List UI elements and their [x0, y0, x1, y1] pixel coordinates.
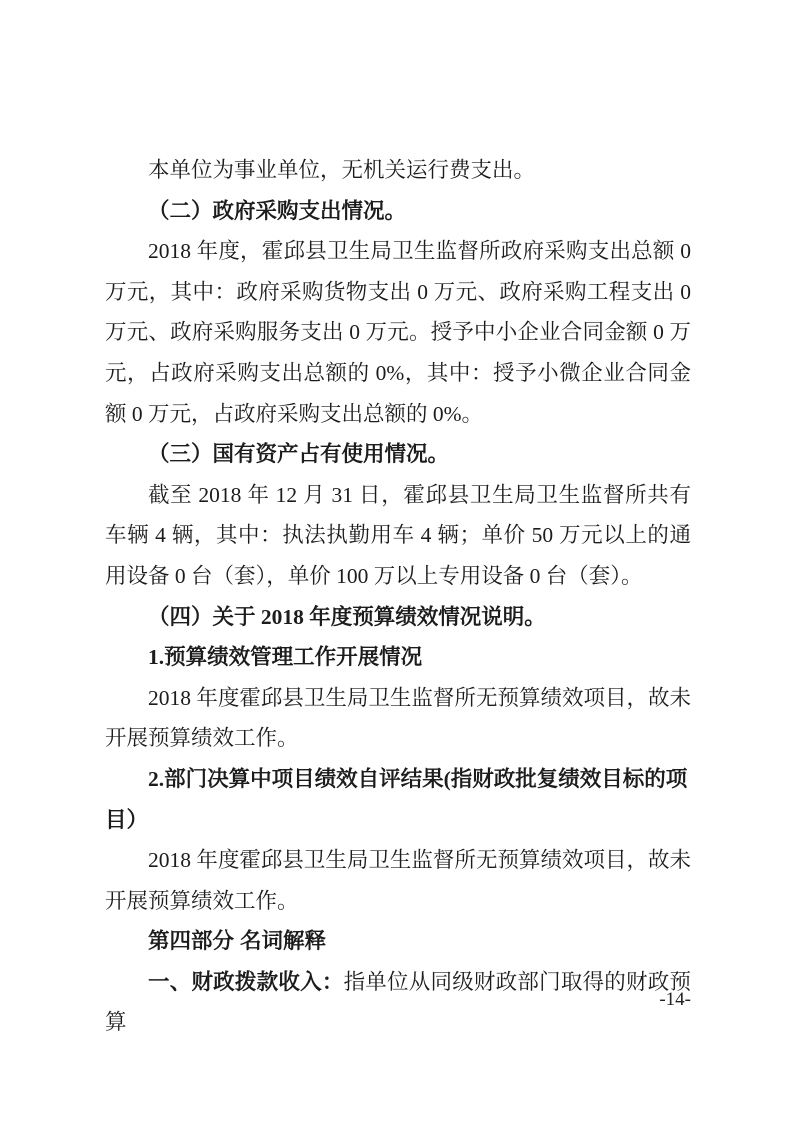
term-definition-text: 指单位从同级财政部门取得的财政预算 [105, 969, 691, 1035]
section-heading-state-assets: （三）国有资产占有使用情况。 [148, 442, 450, 467]
paragraph-self-evaluation: 2018 年度霍邱县卫生局卫生监督所无预算绩效项目，故未开展预算绩效工作。 [105, 848, 691, 913]
subheading-self-evaluation: 2.部门决算中项目绩效自评结果(指财政批复绩效目标的项目） [105, 766, 688, 832]
paragraph-state-assets: 截至 2018 年 12 月 31 日，霍邱县卫生局卫生监督所共有车辆 4 辆，其中：执法执勤用车 4 辆；单价 50 万元以上的通用设备 0 台（套），单价 100 万以上专用设备 0 台（套）。 [105, 482, 691, 588]
subheading-performance-management: 1.预算绩效管理工作开展情况 [148, 645, 423, 670]
paragraph-unit-note: 本单位为事业单位，无机关运行费支出。 [148, 158, 536, 182]
part-heading-glossary: 第四部分 名词解释 [148, 929, 326, 954]
page-number: -14- [659, 989, 691, 1010]
term-name: 一、财政拨款收入： [148, 969, 344, 994]
paragraph-gov-procurement: 2018 年度，霍邱县卫生局卫生监督所政府采购支出总额 0 万元，其中：政府采购货物支出 0 万元、政府采购工程支出 0 万元、政府采购服务支出 0 万元。授予中小企业合同金额 0 万元，占政府采购支出总额的 0%，其中：授予小微企业合同金额 0 万元，占政府采购支出总额的 0%。 [105, 239, 691, 426]
section-heading-budget-performance: （四）关于 2018 年度预算绩效情况说明。 [148, 604, 546, 629]
paragraph-performance-management: 2018 年度霍邱县卫生局卫生监督所无预算绩效项目，故未开展预算绩效工作。 [105, 685, 691, 751]
section-heading-gov-procurement: （二）政府采购支出情况。 [148, 198, 407, 223]
document-content [105, 150, 691, 1043]
